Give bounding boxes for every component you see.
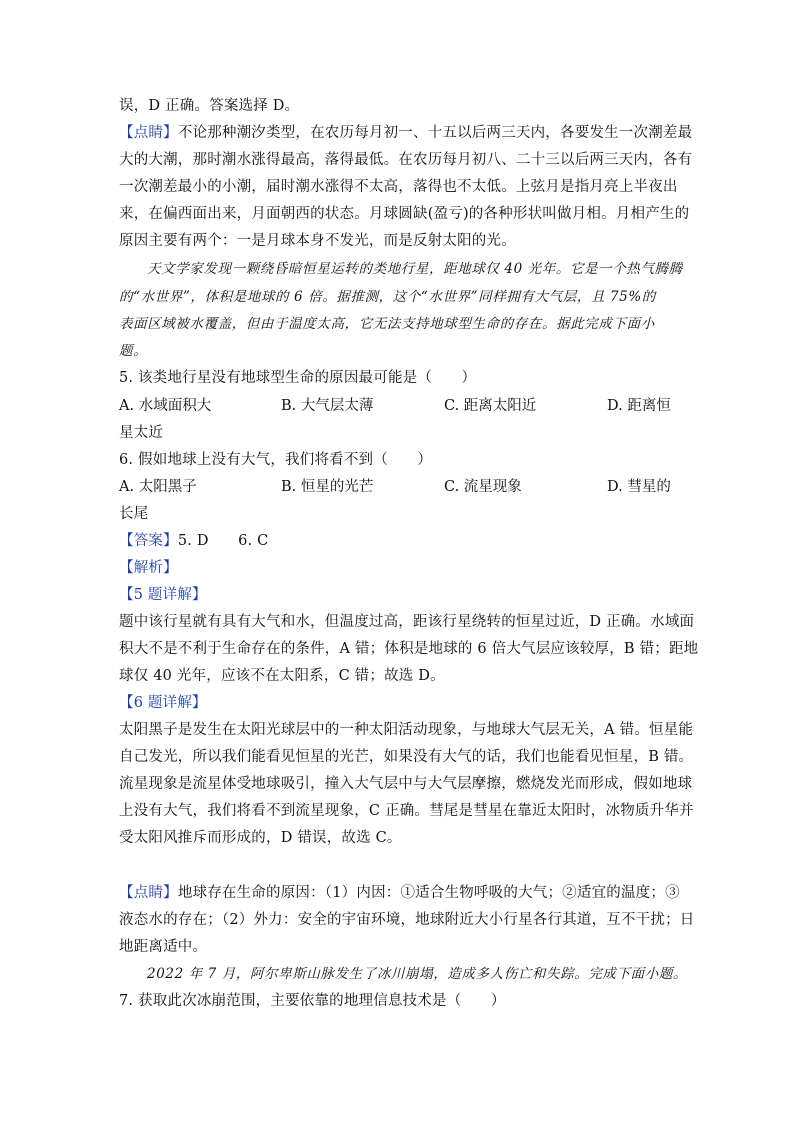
text: 题中该行星就有具有大气和水，但温度过高，距该行星绕转的恒星过近，D 正确。水域面: [119, 614, 695, 630]
text: 上没有大气，我们将看不到流星现象，C 正确。彗尾是彗星在靠近太阳时，冰物质升华并: [119, 803, 694, 819]
option-c: C. 流星现象: [444, 479, 522, 495]
material-line: [119, 341, 679, 361]
text-line: [119, 423, 679, 443]
text: 积大不是不利于生命存在的条件，A 错；体积是地球的 6 倍大气层应该较厚，B 错；距地: [119, 641, 699, 657]
text-line: [119, 774, 693, 794]
question-7: [119, 991, 679, 1011]
text: 大的大潮，那时潮水涨得最高，落得最低。在农历每月初八、二十三以后两三天内，各有: [119, 152, 693, 168]
text: 地球存在生命的原因：（1）内因：①适合生物呼吸的大气；②适宜的温度；③: [177, 885, 680, 901]
option-c: C. 距离太阳近: [444, 398, 537, 414]
text: 误，D 正确。答案选择 D。: [119, 98, 300, 114]
material-line: [147, 964, 707, 984]
text-line: [119, 96, 679, 116]
text: 球仅 40 光年，应该不在太阳系，C 错；故选 D。: [119, 668, 445, 684]
text: 题。: [119, 343, 148, 359]
text: 太阳黑子是发生在太阳光球层中的一种太阳活动现象，与地球大气层无关，A 错。恒星能: [119, 722, 694, 738]
text-line: [119, 204, 690, 224]
text-line: [119, 231, 679, 251]
text: 天文学家发现一颗绕昏暗恒星运转的类地行星，距地球仅 40 光年。它是一个热气腾腾: [147, 261, 683, 277]
text-line: [119, 937, 679, 957]
option-a: A. 太阳黑子: [119, 479, 197, 495]
text: 一次潮差最小的小潮，届时潮水涨得不太高，落得也不太低。上弦月是指月亮上半夜出: [119, 179, 678, 195]
question-6: [119, 450, 679, 470]
text-line: [119, 747, 694, 767]
tip-paragraph-line: [119, 883, 679, 903]
text-line: [119, 720, 694, 740]
text-line: [119, 666, 679, 686]
text: 地距离适中。: [119, 939, 208, 955]
tip-paragraph-line: [119, 123, 693, 143]
text-line: [119, 639, 699, 659]
question-5: [119, 368, 679, 388]
analysis-tag: 【解析】: [119, 560, 178, 576]
text-line: [119, 150, 693, 170]
question-text: 7. 获取此次冰崩范围，主要依靠的地理信息技术是（ ）: [119, 993, 506, 1009]
detail-tag: 【5 题详解】: [119, 587, 207, 603]
text: 原因主要有两个：一是月球本身不发光，而是反射太阳的光。: [119, 233, 516, 249]
question-text: 6. 假如地球上没有大气，我们将看不到（ ）: [119, 452, 433, 468]
detail-5-heading: [119, 585, 679, 605]
text: 的“水世界”，体积是地球的 6 倍。据推测，这个“水世界”同样拥有大气层，且 75%的: [119, 289, 656, 305]
material-line: [147, 259, 707, 279]
option-b: B. 大气层太薄: [281, 398, 374, 414]
text: 来，在偏西面出来，月面朝西的状态。月球圆缺(盈亏)的各种形状叫做月相。月相产生的: [119, 206, 690, 222]
answer-value: 5. D 6. C: [177, 533, 269, 549]
detail-tag: 【6 题详解】: [119, 695, 207, 711]
question-6-options: [119, 477, 679, 497]
text: 自己发光，所以我们能看见恒星的光芒，如果没有大气的话，我们也能看见恒星，B 错。: [119, 749, 694, 765]
text-line: [119, 504, 679, 524]
option-d: D. 彗星的: [607, 479, 671, 495]
answer-line: [119, 531, 679, 551]
text: 长尾: [119, 506, 149, 522]
text-line: [119, 612, 695, 632]
analysis-heading: [119, 558, 679, 578]
text-line: [119, 801, 694, 821]
text-line: [119, 828, 679, 848]
text: 不论那种潮汐类型，在农历每月初一、十五以后两三天内，各要发生一次潮差最: [177, 125, 693, 141]
material-line: [119, 314, 679, 334]
text: 表面区域被水覆盖，但由于温度太高，它无法支持地球型生命的存在。据此完成下面小: [119, 316, 655, 332]
text: 星太近: [119, 425, 164, 441]
detail-6-heading: [119, 693, 679, 713]
text: 液态水的存在；（2）外力：安全的宇宙环境，地球附近大小行星各行其道，互不干扰；日: [119, 912, 695, 928]
question-text: 5. 该类地行星没有地球型生命的原因最可能是（ ）: [119, 370, 477, 386]
text: 受太阳风推斥而形成的，D 错误，故选 C。: [119, 830, 402, 846]
material-line: [119, 287, 679, 307]
question-5-options: [119, 396, 679, 416]
text-line: [119, 177, 679, 197]
text-line: [119, 910, 695, 930]
option-b: B. 恒星的光芒: [281, 479, 374, 495]
tip-tag: 【点睛】: [119, 885, 178, 901]
option-a: A. 水域面积大: [119, 398, 212, 414]
answer-tag: 【答案】: [119, 533, 178, 549]
text: 2022 年 7 月，阿尔卑斯山脉发生了冰川崩塌，造成多人伤亡和失踪。完成下面小题。: [147, 966, 688, 982]
tip-tag: 【点睛】: [119, 125, 178, 141]
text: 流星现象是流星体受地球吸引，撞入大气层中与大气层摩擦，燃烧发光而形成，假如地球: [119, 776, 693, 792]
option-d: D. 距离恒: [607, 398, 671, 414]
